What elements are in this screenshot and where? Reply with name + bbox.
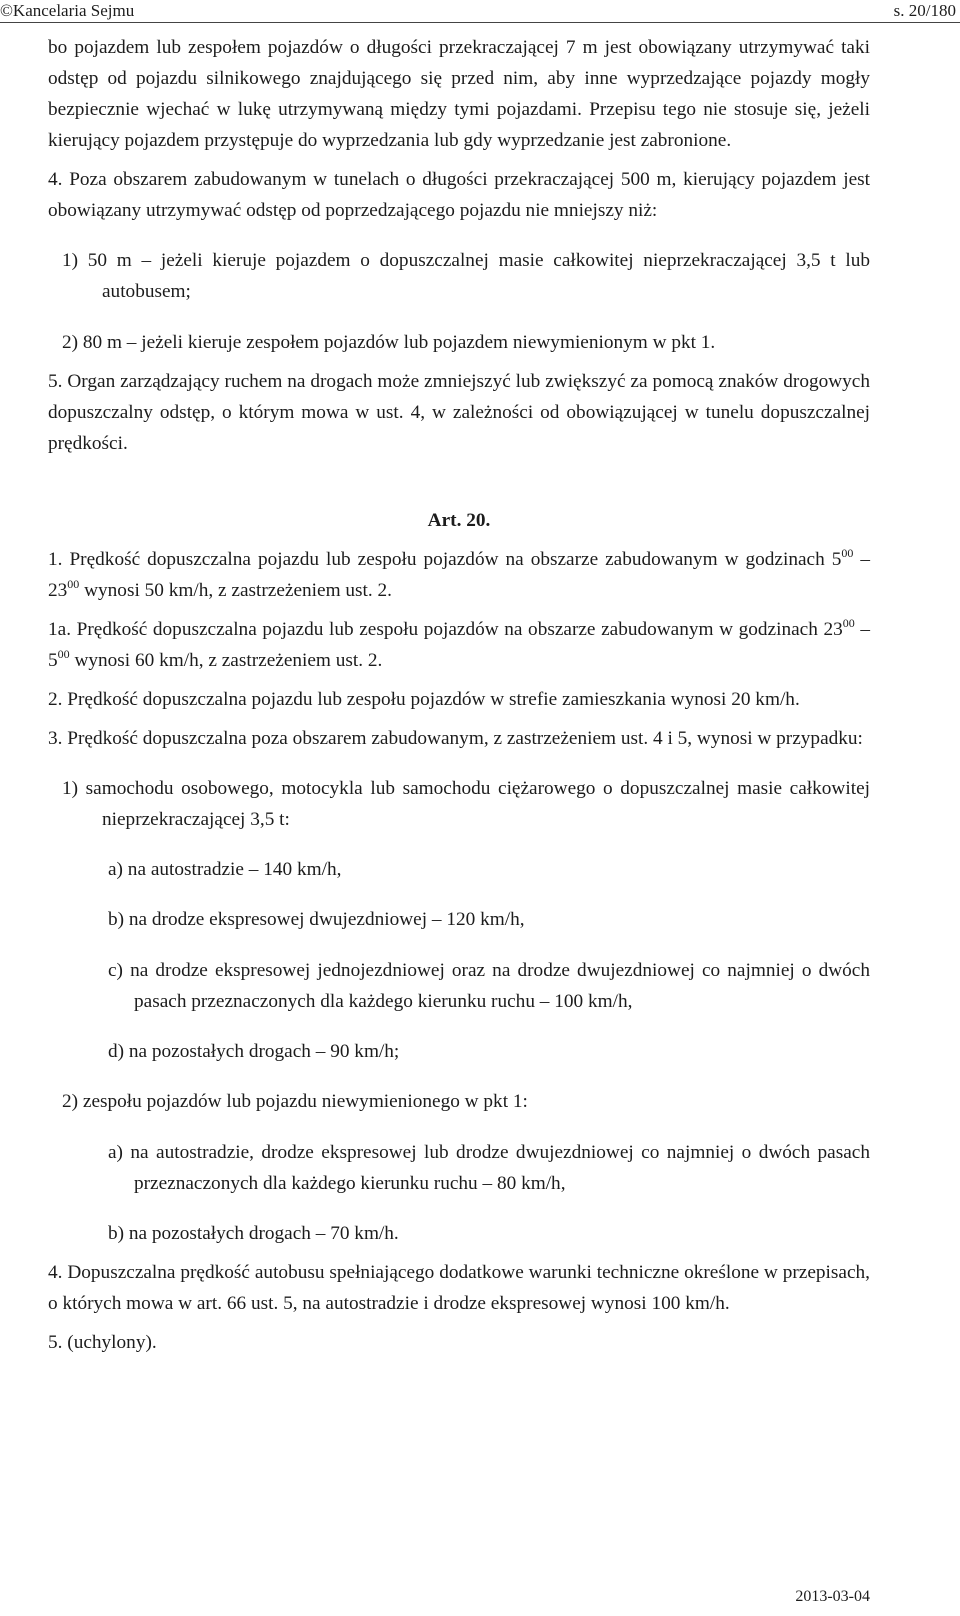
article-title: Art. 20. <box>427 509 491 531</box>
art-paragraph-5: 5. (uchylony). <box>48 1331 157 1353</box>
paragraph-4-item-2: 2) 80 m – jeżeli kieruje zespołem pojazdów lub pojazdem niewymienionym w pkt 1. <box>62 331 716 353</box>
art-paragraph-1a: 1a. Prędkość dopuszczalna pojazdu lub zespołu pojazdów na obszarze zabudowanym w godzinach $23^{00}$ $-5^{00}$ wynosi 60 km/h, z zastrzeżeniem ust. 2. <box>48 615 871 671</box>
header-divider <box>0 22 960 23</box>
paragraph-4-item-1: 1) 50 m – jeżeli kieruje pojazdem o dopuszczalnej masie całkowitej nieprzekraczającej 3,5 t lub autobusem; <box>62 250 870 303</box>
art-paragraph-3-item-1c: c) na drodze ekspresowej jednojezdniowej oraz na drodze dwujezdniowej co najmniej o dwóch pasach przeznaczonych dla każdego kierunku ruchu – 100 km/h, <box>108 959 870 1012</box>
art-paragraph-3: 3. Prędkość dopuszczalna poza obszarem zabudowanym, z zastrzeżeniem ust. 4 i 5, wynosi w przypadku: <box>48 727 863 749</box>
art-paragraph-3-item-2a: a) na autostradzie, drodze ekspresowej lub drodze dwujezdniowej co najmniej o dwóch pasach przeznaczonych dla każdego kierunku ruchu – 80 km/h, <box>108 1141 870 1194</box>
paragraph-5: 5. Organ zarządzający ruchem na drogach może zmniejszyć lub zwiększyć za pomocą znaków drogowych dopuszczalny odstęp, o którym mowa w ust. 4, w zależności od obowiązującej w tunelu dopuszczalnej prędkości. <box>48 370 870 454</box>
page-number: s. 20/180 <box>893 1 956 20</box>
art-paragraph-3-item-1d: d) na pozostałych drogach – 90 km/h; <box>108 1041 400 1063</box>
document-body <box>48 32 870 1366</box>
paragraph-4: 4. Poza obszarem zabudowanym w tunelach o długości przekraczającej 500 m, kierujący pojazdem jest obowiązany utrzymywać odstęp od poprzedzającego pojazdu nie mniejszy niż: <box>48 169 870 221</box>
art-paragraph-3-item-2b: b) na pozostałych drogach – 70 km/h. <box>108 1222 399 1244</box>
art-paragraph-4: 4. Dopuszczalna prędkość autobusu spełniającego dodatkowe warunki techniczne określone w przepisach, o których mowa w art. 66 ust. 5, na autostradzie i drodze ekspresowej wynosi 100 km/h. <box>48 1261 870 1314</box>
footer-date: 2013-03-04 <box>795 1588 870 1605</box>
art-paragraph-2: 2. Prędkość dopuszczalna pojazdu lub zespołu pojazdów w strefie zamieszkania wynosi 20 km/h. <box>48 688 800 710</box>
page-header <box>0 0 960 26</box>
copyright-label: ©Kancelaria Sejmu <box>0 1 135 20</box>
art-paragraph-3-item-2: 2) zespołu pojazdów lub pojazdu niewymienionego w pkt 1: <box>62 1091 528 1113</box>
art-paragraph-3-item-1: 1) samochodu osobowego, motocykla lub samochodu ciężarowego o dopuszczalnej masie całkowitej nieprzekraczającej 3,5 t: <box>62 777 870 830</box>
paragraph-continuation: bo pojazdem lub zespołem pojazdów o długości przekraczającej 7 m jest obowiązany utrzymywać taki odstęp od pojazdu silnikowego znajdującego się przed nim, aby inne wyprzedzające pojazdy mogły bezpiecznie wjechać w lukę utrzymywaną między tymi pojazdami. Przepisu tego nie stosuje się, jeżeli kierujący pojazdem przystępuje do wyprzedzania lub gdy wyprzedzanie jest zabronione. <box>48 37 870 151</box>
art-paragraph-1: 1. Prędkość dopuszczalna pojazdu lub zespołu pojazdów na obszarze zabudowanym w godzinach $5^{00}$ $-23^{00}$ wynosi 50 km/h, z zastrzeżeniem ust. 2. <box>48 545 870 601</box>
art-paragraph-3-item-1b: b) na drodze ekspresowej dwujezdniowej – 120 km/h, <box>108 909 525 931</box>
art-paragraph-3-item-1a: a) na autostradzie – 140 km/h, <box>108 859 342 881</box>
